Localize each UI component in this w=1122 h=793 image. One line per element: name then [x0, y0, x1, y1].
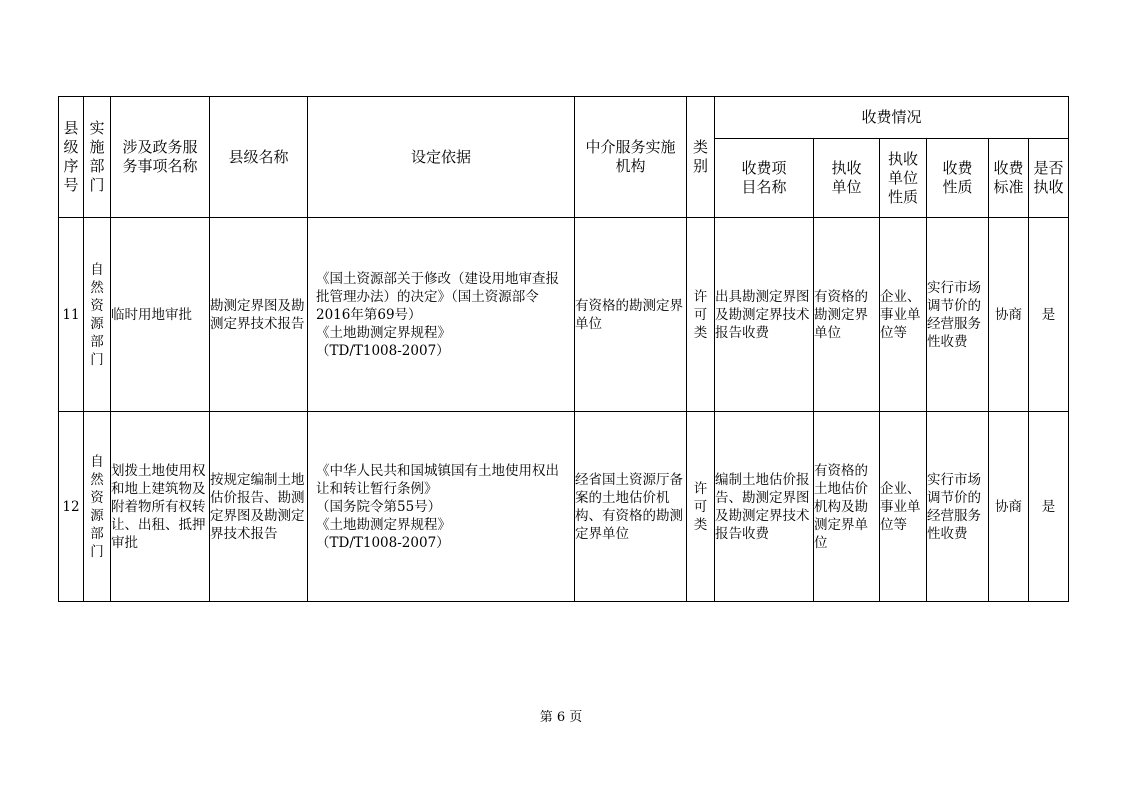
header-fee-standard: 收费标准 [989, 139, 1029, 218]
row-service-item: 临时用地审批 [111, 218, 210, 412]
row-fee-nature: 实行市场调节价的经营服务性收费 [927, 412, 989, 602]
basis-line: （国务院令第55号） [316, 498, 442, 515]
header-is-collected: 是否执收 [1029, 139, 1069, 218]
basis-line: 《国土资源部关于修改（建设用地审查报批管理办法）的决定》（国土资源部令2016年第69号） [316, 270, 559, 323]
header-fee-group: 收费情况 [715, 97, 1069, 139]
basis-line: （TD/T1008-2007） [316, 534, 450, 551]
header-serial: 县级序号 [59, 97, 84, 218]
header-agency: 中介服务实施机构 [575, 97, 687, 218]
row-category: 许可类 [687, 218, 715, 412]
basis-line: 《中华人民共和国城镇国有土地使用权出让和转让暂行条例》 [316, 462, 559, 497]
row-is-collected: 是 [1029, 218, 1069, 412]
table-row [59, 412, 1069, 602]
basis-line: 《土地勘测定界规程》 [316, 324, 451, 341]
header-fee-item-name: 收费项目名称 [715, 139, 814, 218]
header-fee-nature: 收费性质 [927, 139, 989, 218]
row-basis [308, 218, 575, 412]
header-category: 类别 [687, 97, 715, 218]
header-collecting-unit: 执收单位 [814, 139, 880, 218]
row-fee-item-name: 编制土地估价报告、勘测定界图及勘测定界技术报告收费 [715, 412, 814, 602]
row-basis [308, 412, 575, 602]
header-service-item: 涉及政务服务事项名称 [111, 97, 210, 218]
row-unit-nature: 企业、事业单位等 [880, 412, 927, 602]
row-service-item: 划拨土地使用权和地上建筑物及附着物所有权转让、出租、抵押审批 [111, 412, 210, 602]
table-row [59, 218, 1069, 412]
row-county-name: 勘测定界图及勘测定界技术报告 [210, 218, 308, 412]
row-unit-nature: 企业、事业单位等 [880, 218, 927, 412]
row-collecting-unit: 有资格的勘测定界单位 [814, 218, 880, 412]
basis-line: （TD/T1008-2007） [316, 342, 450, 359]
row-is-collected: 是 [1029, 412, 1069, 602]
header-unit-nature: 执收单位性质 [880, 139, 927, 218]
header-county-name: 县级名称 [210, 97, 308, 218]
row-serial: 11 [59, 218, 84, 412]
basis-line: 《土地勘测定界规程》 [316, 516, 451, 533]
row-department: 自然资源部门 [84, 412, 111, 602]
row-serial: 12 [59, 412, 84, 602]
row-fee-standard: 协商 [989, 412, 1029, 602]
header-basis: 设定依据 [308, 97, 575, 218]
header-department: 实施部门 [84, 97, 111, 218]
row-fee-nature: 实行市场调节价的经营服务性收费 [927, 218, 989, 412]
row-department: 自然资源部门 [84, 218, 111, 412]
row-agency: 有资格的勘测定界单位 [575, 218, 687, 412]
row-fee-item-name: 出具勘测定界图及勘测定界技术报告收费 [715, 218, 814, 412]
fee-table [58, 96, 1069, 602]
row-category: 许可类 [687, 412, 715, 602]
row-agency: 经省国土资源厅备案的土地估价机构、有资格的勘测定界单位 [575, 412, 687, 602]
header-row-1 [59, 97, 1069, 139]
row-collecting-unit: 有资格的土地估价机构及勘测定界单位 [814, 412, 880, 602]
row-county-name: 按规定编制土地估价报告、勘测定界图及勘测定界技术报告 [210, 412, 308, 602]
page-number: 第 6 页 [539, 710, 583, 725]
row-fee-standard: 协商 [989, 218, 1029, 412]
